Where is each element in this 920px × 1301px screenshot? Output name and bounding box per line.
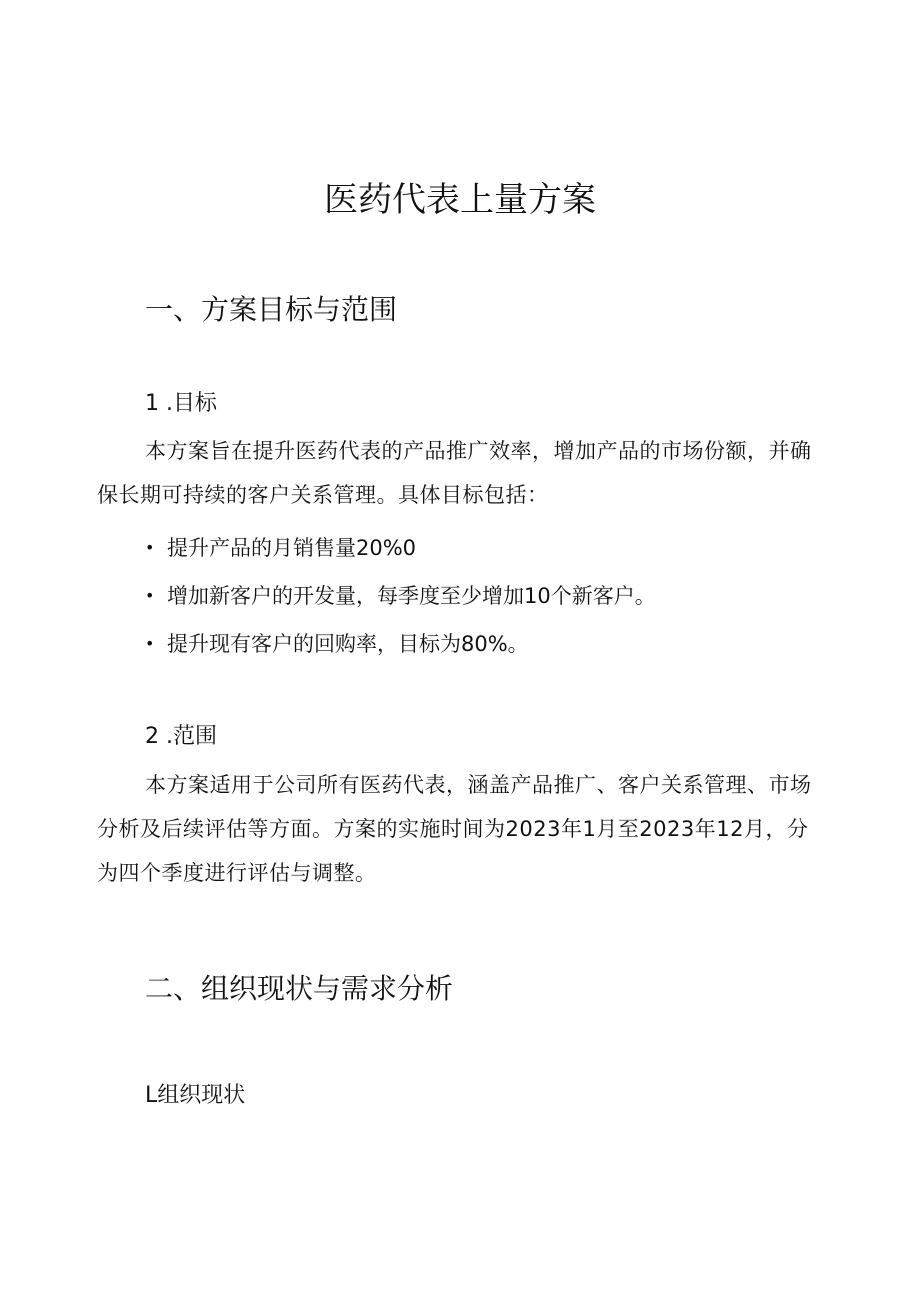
bullet-text: 增加新客户的开发量，每季度至少增加10个新客户。 — [167, 584, 656, 608]
bullet-icon: • — [145, 634, 155, 653]
list-item — [145, 620, 656, 668]
section-heading-org-analysis: 二、组织现状与需求分析 — [145, 972, 454, 1005]
subheading-goals: 1 .目标 — [145, 391, 217, 416]
bullet-text: 提升产品的月销售量20%0 — [167, 536, 417, 560]
list-item — [145, 572, 656, 620]
document-title: 医药代表上量方案 — [324, 180, 596, 220]
bullet-text: 提升现有客户的回购率，目标为80%。 — [167, 632, 529, 656]
paragraph-scope: 本方案适用于公司所有医药代表，涵盖产品推广、客户关系管理、市场分析及后续评估等方面。方案的实施时间为2023年1月至2023年12月，分为四个季度进行评估与调整。 — [97, 773, 812, 885]
goals-bullet-list — [145, 524, 656, 668]
subheading-org-status: L组织现状 — [145, 1083, 246, 1108]
section-heading-goals-scope: 一、方案目标与范围 — [145, 293, 398, 326]
subheading-scope: 2 .范围 — [145, 724, 217, 749]
list-item — [145, 524, 656, 572]
bullet-icon: • — [145, 586, 155, 605]
bullet-icon: • — [145, 538, 155, 557]
paragraph-goals: 本方案旨在提升医药代表的产品推广效率，增加产品的市场份额，并确保长期可持续的客户关系管理。具体目标包括： — [97, 439, 812, 507]
